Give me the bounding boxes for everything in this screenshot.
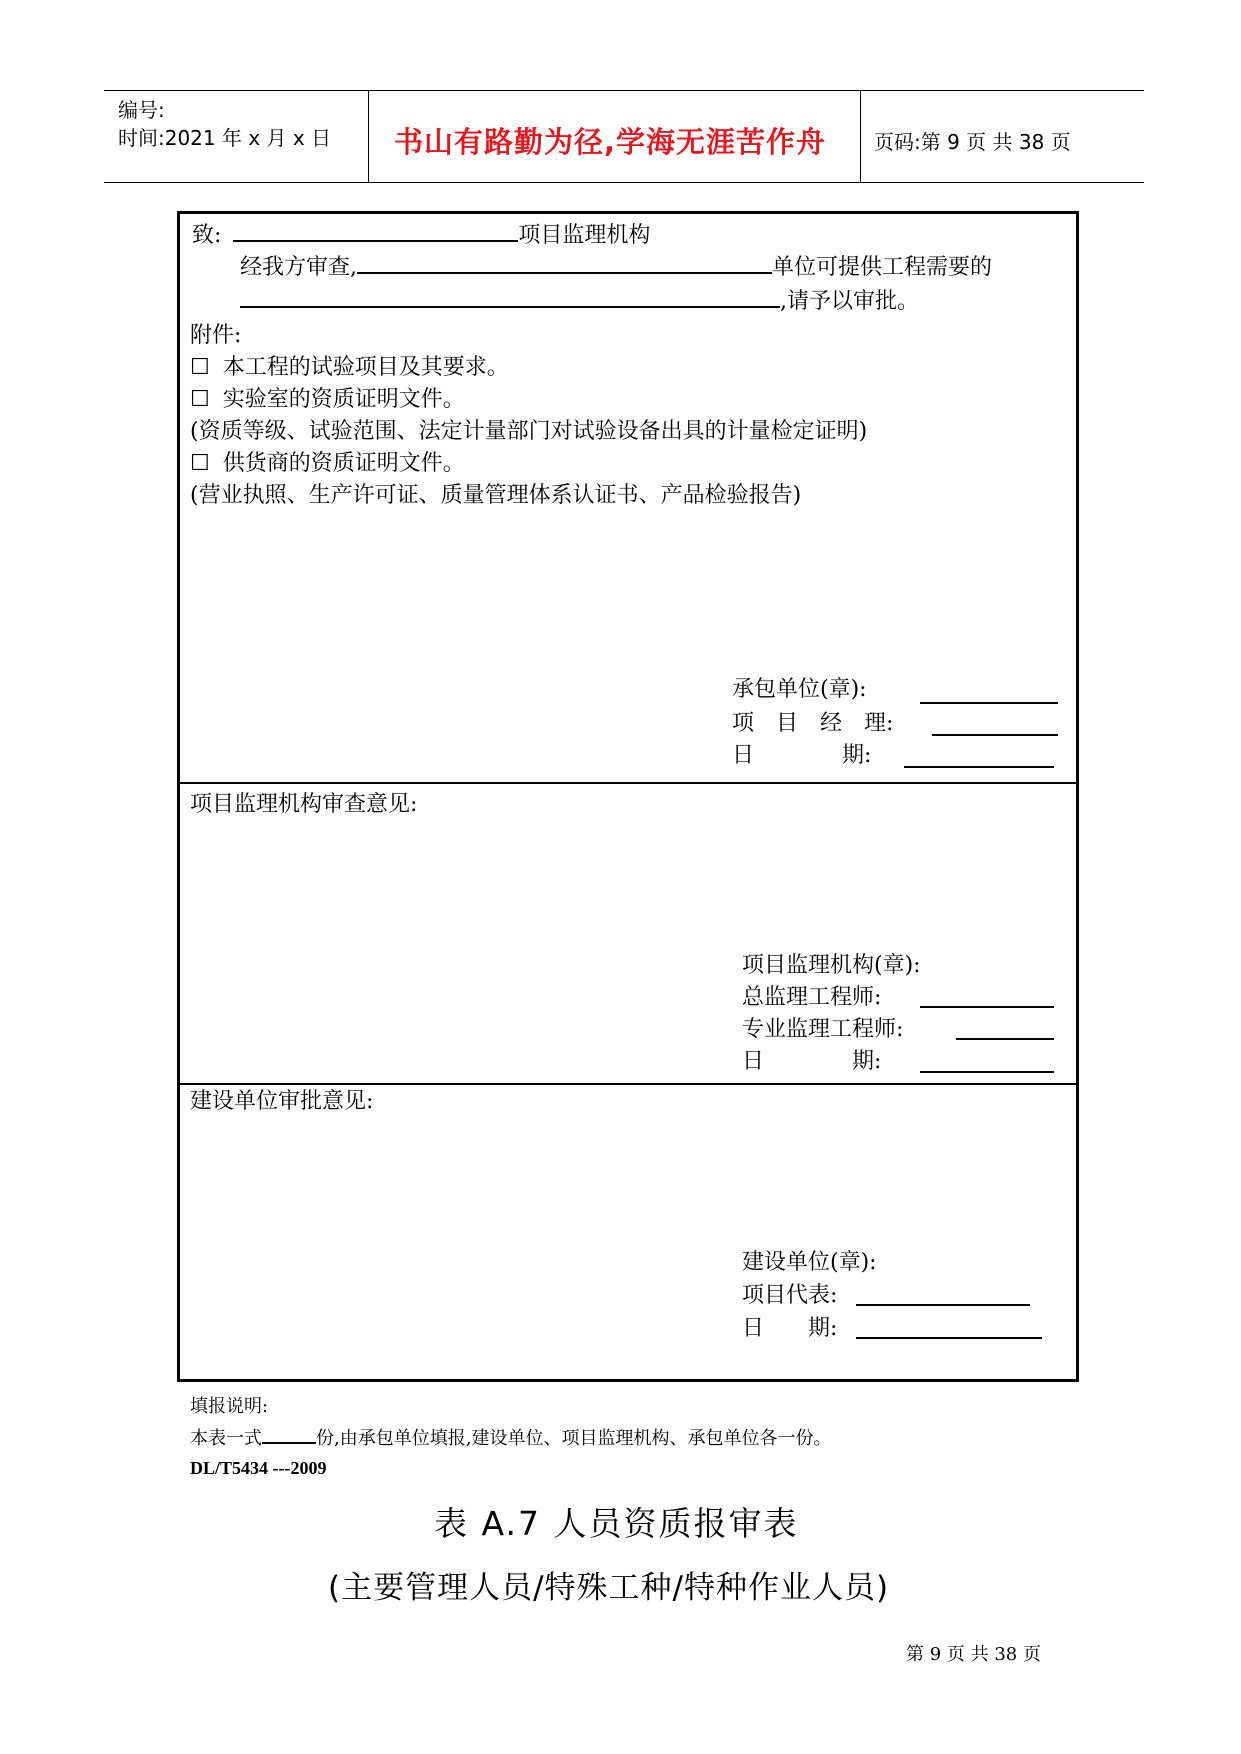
instructions-label: 填报说明: — [190, 1396, 269, 1417]
instructions-suffix: 份,由承包单位填报,建设单位、项目监理机构、承包单位各一份。 — [316, 1428, 832, 1449]
owner-seal-label: 建设单位(章): — [742, 1250, 877, 1275]
owner-date-label: 日 期: — [742, 1316, 838, 1341]
owner-approval-title: 建设单位审批意见: — [190, 1089, 374, 1114]
header-divider-right — [860, 90, 861, 182]
attachment-item-2-note: (资质等级、试验范围、法定计量部门对试验设备出具的计量检定证明) — [190, 419, 868, 444]
attachment-item-2-label: 实验室的资质证明文件。 — [222, 387, 465, 412]
to-line — [192, 218, 650, 249]
to-prefix: 致: — [192, 223, 222, 248]
checkbox-icon[interactable]: ☐ — [190, 451, 210, 476]
document-number-label: 编号: — [118, 98, 165, 122]
unit-name-blank[interactable] — [357, 254, 772, 274]
review-line — [240, 250, 992, 281]
contractor-date-blank[interactable] — [904, 766, 1054, 768]
section-divider-1 — [177, 782, 1079, 784]
attachment-item-2 — [190, 382, 465, 413]
instructions-text — [190, 1424, 831, 1450]
checkbox-icon[interactable]: ☐ — [190, 355, 210, 380]
review-prefix: 经我方审查, — [240, 255, 357, 280]
attachment-item-1-label: 本工程的试验项目及其要求。 — [222, 355, 509, 380]
form-subtitle: (主要管理人员/特殊工种/特种作业人员) — [328, 1570, 890, 1606]
instructions-prefix: 本表一式 — [190, 1428, 262, 1449]
header-bottom-rule — [104, 182, 1144, 183]
chief-engineer-label: 总监理工程师: — [742, 985, 882, 1010]
supervision-seal-label: 项目监理机构(章): — [742, 953, 921, 978]
attachment-item-3-note: (营业执照、生产许可证、质量管理体系认证书、产品检验报告) — [190, 483, 802, 508]
project-representative-blank[interactable] — [856, 1304, 1030, 1306]
supervision-org-blank[interactable] — [233, 222, 518, 242]
specialist-engineer-label: 专业监理工程师: — [742, 1017, 904, 1042]
header-motto: 书山有路勤为径,学海无涯苦作舟 — [394, 125, 827, 159]
attachments-label: 附件: — [190, 323, 242, 348]
header-divider-left — [368, 90, 369, 182]
project-manager-blank[interactable] — [932, 734, 1058, 736]
project-manager-label: 项 目 经 理: — [732, 711, 894, 736]
header-page-info: 页码:第 9 页 共 38 页 — [874, 130, 1071, 154]
standard-code: DL/T5434 ---2009 — [190, 1458, 327, 1478]
review-suffix: 单位可提供工程需要的 — [772, 255, 993, 280]
owner-date-blank[interactable] — [856, 1337, 1042, 1339]
header-top-rule — [104, 90, 1144, 91]
project-representative-label: 项目代表: — [742, 1283, 838, 1308]
requirement-blank[interactable] — [240, 288, 780, 308]
copies-blank[interactable] — [262, 1428, 316, 1444]
to-suffix: 项目监理机构 — [518, 223, 651, 248]
attachment-item-3-label: 供货商的资质证明文件。 — [222, 451, 465, 476]
checkbox-icon[interactable]: ☐ — [190, 387, 210, 412]
approval-suffix: ,请予以审批。 — [780, 289, 919, 314]
form-title: 表 A.7 人员资质报审表 — [434, 1504, 799, 1543]
specialist-engineer-blank[interactable] — [956, 1038, 1054, 1040]
approval-line — [240, 284, 919, 315]
attachment-item-1 — [190, 350, 509, 381]
supervision-review-title: 项目监理机构审查意见: — [190, 792, 418, 817]
chief-engineer-blank[interactable] — [920, 1006, 1054, 1008]
page-footer: 第 9 页 共 38 页 — [906, 1644, 1041, 1665]
attachment-item-3 — [190, 446, 465, 477]
supervision-date-label: 日 期: — [742, 1049, 882, 1074]
contractor-seal-blank[interactable] — [920, 702, 1058, 704]
document-time: 时间:2021 年 x 月 x 日 — [118, 126, 332, 150]
contractor-seal-label: 承包单位(章): — [732, 677, 867, 702]
supervision-date-blank[interactable] — [920, 1071, 1054, 1073]
contractor-date-label: 日 期: — [732, 743, 872, 768]
